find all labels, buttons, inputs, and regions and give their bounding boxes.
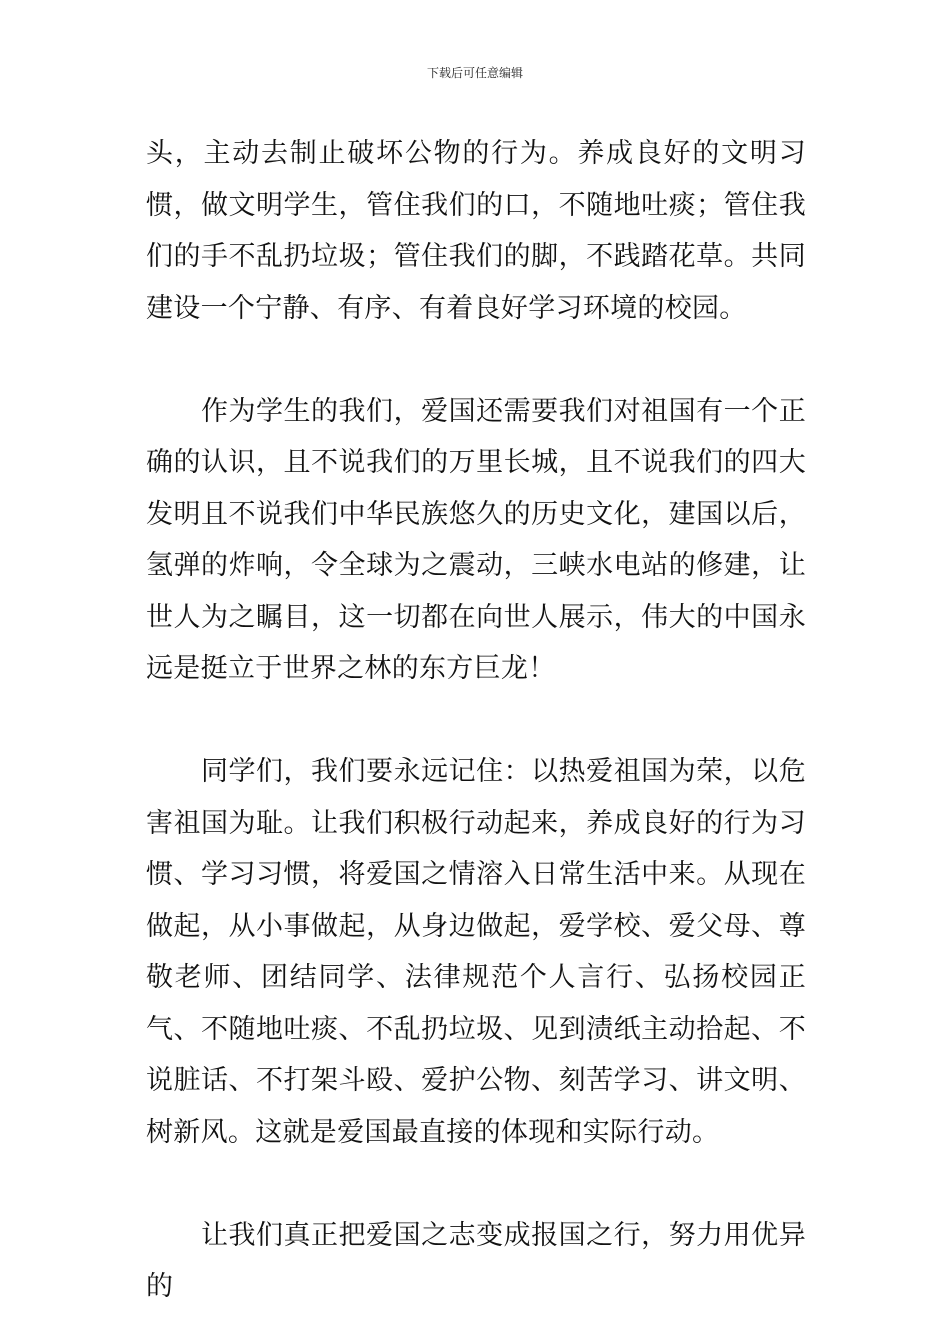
paragraph-4: 让我们真正把爱国之志变成报国之行，努力用优异的 — [146, 1219, 806, 1302]
paragraph-2: 作为学生的我们，爱国还需要我们对祖国有一个正确的认识，且不说我们的万里长城，且不说我们的四大发明且不说我们中华民族悠久的历史文化，建国以后，氢弹的炸响，令全球为之震动，三峡水电站的修建，让世人为之瞩目，这一切都在向世人展示，伟大的中国永远是挺立于世界之林的东方巨龙！ — [146, 395, 806, 684]
paragraph-3: 同学们，我们要永远记住：以热爱祖国为荣，以危害祖国为耻。让我们积极行动起来，养成良好的行为习惯、学习习惯，将爱国之情溶入日常生活中来。从现在做起，从小事做起，从身边做起，爱学校、爱父母、尊敬老师、团结同学、法律规范个人言行、弘扬校园正气、不随地吐痰、不乱扔垃圾、见到渍纸主动拾起、不说脏话、不打架斗殴、爱护公物、刻苦学习、讲文明、树新风。这就是爱国最直接的体现和实际行动。 — [146, 756, 806, 1148]
body-text — [146, 128, 806, 1313]
paragraph-1: 头，主动去制止破坏公物的行为。养成良好的文明习惯，做文明学生，管住我们的口，不随地吐痰；管住我们的手不乱扔垃圾；管住我们的脚，不践踏花草。共同建设一个宁静、有序、有着良好学习环境的校园。 — [146, 138, 806, 324]
header-note: 下载后可任意编辑 — [426, 66, 523, 80]
